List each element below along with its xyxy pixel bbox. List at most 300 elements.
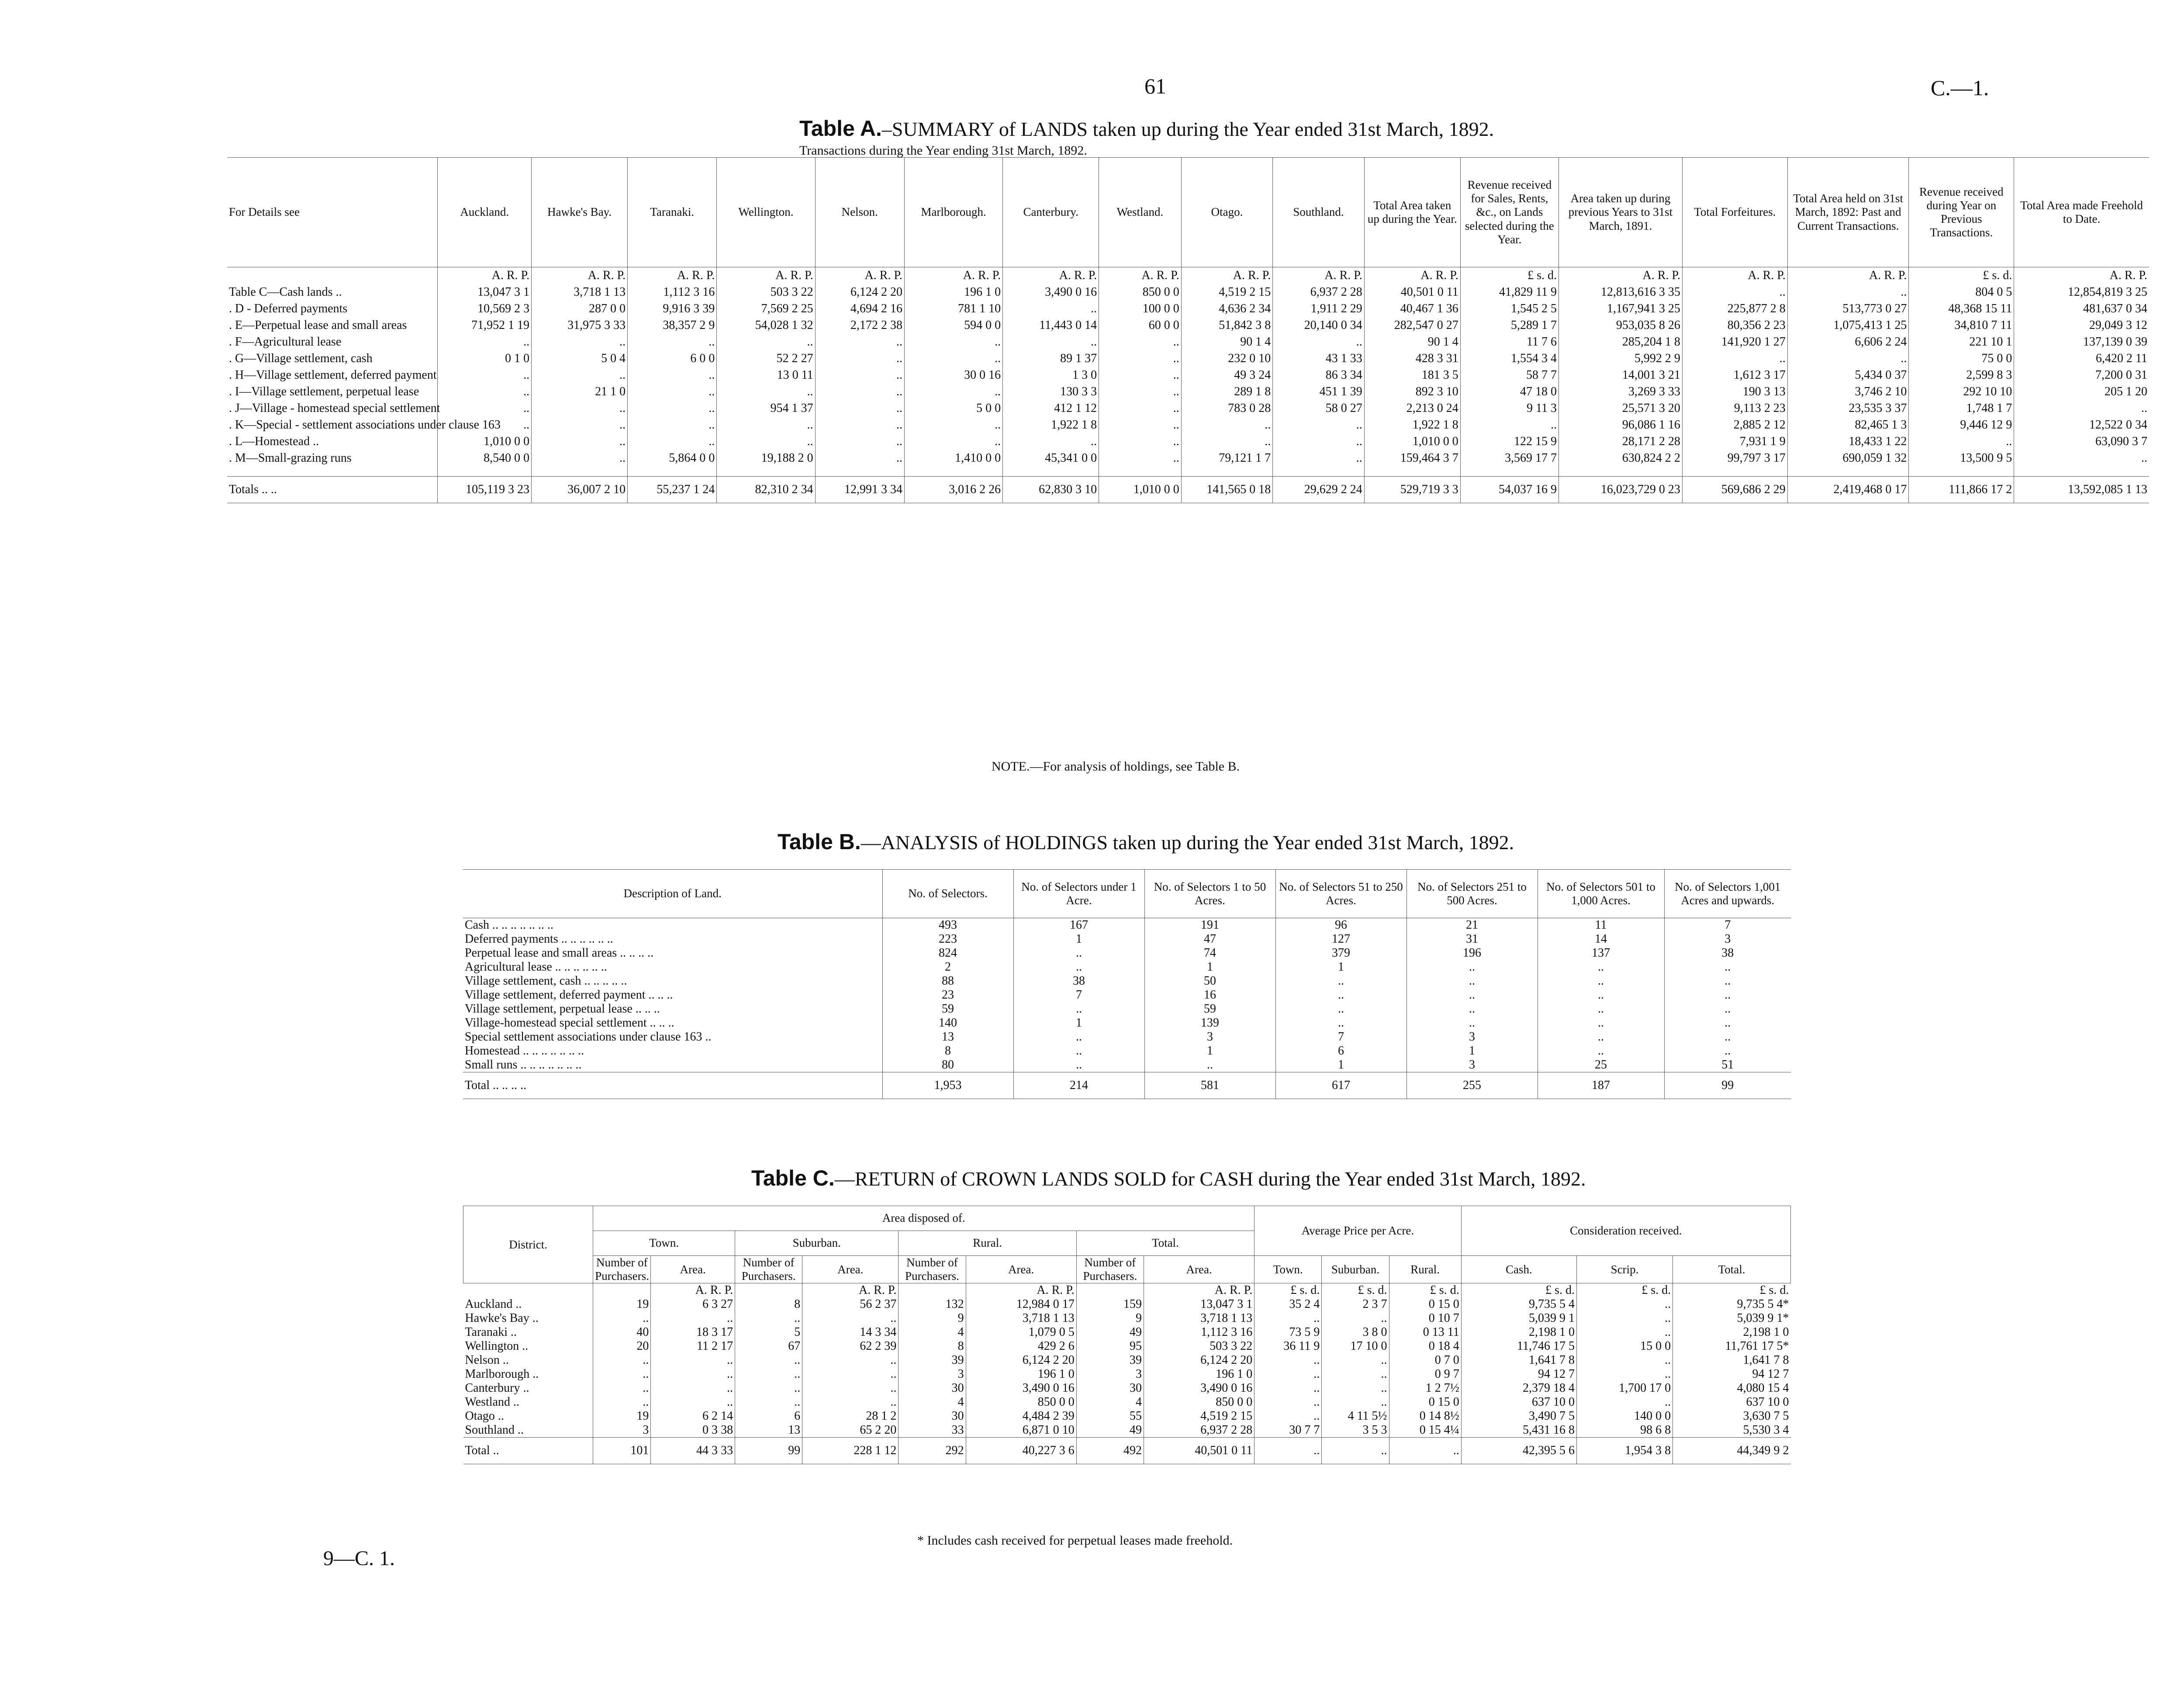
table-cell: 140 0 0 xyxy=(1576,1409,1673,1423)
table-cell: .. xyxy=(904,350,1002,367)
table-cell: 90 1 4 xyxy=(1364,334,1460,350)
table-cell: 2,885 2 12 xyxy=(1682,417,1787,433)
table-cell xyxy=(1076,1283,1144,1298)
table-row xyxy=(463,932,1791,946)
table-cell: . M—Small-grazing runs xyxy=(229,451,352,465)
table-cell: 3 8 0 xyxy=(1322,1325,1389,1339)
table-cell: .. xyxy=(1406,988,1538,1002)
table-cell: Deferred payments .. .. .. .. .. .. xyxy=(465,932,613,946)
table-c-consideration-header: Consideration received. xyxy=(1461,1206,1790,1256)
table-cell: .. xyxy=(532,417,628,433)
table-cell: 58 0 27 xyxy=(1273,400,1365,417)
table-cell: .. xyxy=(1013,1058,1144,1072)
table-cell: .. xyxy=(1538,988,1664,1002)
table-cell: 3 xyxy=(1406,1058,1538,1072)
table-cell: 62,830 3 10 xyxy=(1003,477,1099,503)
table-cell: 14 xyxy=(1538,932,1664,946)
table-cell: 7,569 2 25 xyxy=(717,301,815,317)
table-cell: 4 xyxy=(1076,1395,1144,1409)
table-cell: .. xyxy=(1013,960,1144,974)
table-cell: A. R. P. xyxy=(1273,267,1365,284)
table-cell: 493 xyxy=(882,918,1013,933)
table-cell: A. R. P. xyxy=(1364,267,1460,284)
table-cell: .. xyxy=(802,1311,898,1325)
table-cell: 6,124 2 20 xyxy=(966,1353,1076,1367)
table-cell: 38 xyxy=(1013,974,1144,988)
table-cell: Marlborough .. xyxy=(465,1367,539,1381)
table-row xyxy=(463,1381,1791,1395)
table-cell: .. xyxy=(1099,350,1182,367)
table-c-suburban-header: Suburban. xyxy=(735,1231,898,1256)
table-cell: 781 1 10 xyxy=(904,301,1002,317)
table-cell: A. R. P. xyxy=(532,267,628,284)
table-cell: .. xyxy=(593,1311,651,1325)
table-cell: 137,139 0 39 xyxy=(2014,334,2149,350)
table-cell: 0 15 0 xyxy=(1389,1395,1461,1409)
table-cell: .. xyxy=(651,1311,735,1325)
table-c-footnote: * Includes cash received for perpetual leases made freehold. xyxy=(917,1533,1233,1548)
table-cell: 3 xyxy=(1144,1030,1275,1044)
table-row xyxy=(463,1002,1791,1016)
spacer-cell xyxy=(532,467,628,477)
table-cell: 3 xyxy=(898,1367,966,1381)
table-cell: Southland .. xyxy=(465,1423,524,1437)
spacer-cell xyxy=(1099,467,1182,477)
table-cell: 43 1 33 xyxy=(1273,350,1365,367)
table-cell: 594 0 0 xyxy=(904,317,1002,334)
table-cell: 30 7 7 xyxy=(1254,1423,1322,1438)
table-cell: £ s. d. xyxy=(1389,1283,1461,1298)
table-cell: 6,606 2 24 xyxy=(1787,334,1909,350)
spacer-cell xyxy=(2014,467,2149,477)
table-cell: 5,039 9 1* xyxy=(1673,1311,1791,1325)
table-cell: .. xyxy=(1538,1044,1664,1058)
table-cell: .. xyxy=(628,367,717,384)
spacer-cell xyxy=(628,467,717,477)
table-cell: .. xyxy=(1003,334,1099,350)
column-header: Revenue received during Year on Previous Transactions. xyxy=(1909,158,2014,267)
table-cell: 2,198 1 0 xyxy=(1461,1325,1576,1339)
table-c-district-header: District. xyxy=(463,1206,593,1283)
table-row xyxy=(227,450,2149,467)
table-cell: 54,037 16 9 xyxy=(1460,477,1559,503)
spacer-cell xyxy=(438,467,532,477)
table-cell: .. xyxy=(1144,1058,1275,1072)
table-row xyxy=(227,284,2149,301)
table-cell: 20,140 0 34 xyxy=(1273,317,1365,334)
column-header: Area taken up during previous Years to 31st March, 1891. xyxy=(1559,158,1683,267)
table-c-avg-price-header: Average Price per Acre. xyxy=(1254,1206,1461,1256)
table-cell: 4,636 2 34 xyxy=(1181,301,1273,317)
table-cell: Table C—Cash lands .. xyxy=(229,285,342,299)
table-row xyxy=(227,433,2149,450)
table-cell: 2,213 0 24 xyxy=(1364,400,1460,417)
table-cell: 191 xyxy=(1144,918,1275,933)
table-a-subtitle: Transactions during the Year ending 31st March, 1892. xyxy=(799,143,1087,158)
column-header: Description of Land. xyxy=(463,870,882,918)
table-cell: 49 xyxy=(1076,1423,1144,1438)
table-cell: 18 3 17 xyxy=(651,1325,735,1339)
table-cell: 11,443 0 14 xyxy=(1003,317,1099,334)
table-cell: 503 3 22 xyxy=(1144,1339,1254,1353)
table-cell: Total .. .. .. .. xyxy=(463,1072,882,1099)
column-header: Wellington. xyxy=(717,158,815,267)
table-cell: 292 xyxy=(898,1438,966,1464)
table-cell: 65 2 20 xyxy=(802,1423,898,1438)
table-cell: 30 xyxy=(1076,1381,1144,1395)
table-cell: .. xyxy=(1576,1367,1673,1381)
table-c-title xyxy=(751,1165,1586,1191)
table-c-total-header: Total. xyxy=(1076,1231,1254,1256)
table-cell: .. xyxy=(532,367,628,384)
table-cell: 51,842 3 8 xyxy=(1181,317,1273,334)
table-cell: Village settlement, cash .. .. .. .. .. xyxy=(465,974,627,988)
table-cell: 637 10 0 xyxy=(1461,1395,1576,1409)
table-cell: .. xyxy=(593,1367,651,1381)
table-cell: 5,864 0 0 xyxy=(628,450,717,467)
table-cell: 31 xyxy=(1406,932,1538,946)
table-cell: 12,984 0 17 xyxy=(966,1297,1076,1311)
table-cell: .. xyxy=(1013,946,1144,960)
column-header: Auckland. xyxy=(438,158,532,267)
table-cell: .. xyxy=(1099,450,1182,467)
table-row xyxy=(463,988,1791,1002)
table-cell: 0 7 0 xyxy=(1389,1353,1461,1367)
table-a-title xyxy=(799,116,1494,141)
table-cell: .. xyxy=(1099,334,1182,350)
table-cell: 3,490 0 16 xyxy=(1003,284,1099,301)
totals-row xyxy=(227,477,2149,503)
table-cell: .. xyxy=(628,334,717,350)
table-cell: 0 13 11 xyxy=(1389,1325,1461,1339)
table-cell: 7,200 0 31 xyxy=(2014,367,2149,384)
table-cell: .. xyxy=(651,1367,735,1381)
table-cell: .. xyxy=(904,433,1002,450)
table-row xyxy=(463,960,1791,974)
table-cell: .. xyxy=(438,334,532,350)
table-cell: 6 3 27 xyxy=(651,1297,735,1311)
table-cell xyxy=(227,267,438,284)
table-cell: .. xyxy=(1013,1044,1144,1058)
table-cell: 80,356 2 23 xyxy=(1682,317,1787,334)
table-cell: .. xyxy=(532,400,628,417)
table-cell: .. xyxy=(1322,1353,1389,1367)
table-cell: . J—Village - homestead special settlement xyxy=(229,401,440,415)
table-cell: Nelson .. xyxy=(465,1353,509,1367)
table-cell: .. xyxy=(1254,1353,1322,1367)
table-cell: 630,824 2 2 xyxy=(1559,450,1683,467)
table-cell: . H—Village settlement, deferred payment xyxy=(229,368,437,382)
table-cell: 96,086 1 16 xyxy=(1559,417,1683,433)
table-cell: .. xyxy=(1181,433,1273,450)
table-cell: 30 xyxy=(898,1409,966,1423)
table-row xyxy=(463,918,1791,933)
table-cell: 850 0 0 xyxy=(1144,1395,1254,1409)
table-cell: 111,866 17 2 xyxy=(1909,477,2014,503)
table-cell: 10,569 2 3 xyxy=(438,301,532,317)
table-cell: 4,519 2 15 xyxy=(1181,284,1273,301)
table-c-title-bold: Table C. xyxy=(751,1166,835,1190)
table-row xyxy=(227,317,2149,334)
table-cell: Westland .. xyxy=(465,1395,519,1409)
table-cell: 132 xyxy=(898,1297,966,1311)
table-cell: 379 xyxy=(1275,946,1406,960)
table-cell: 1,953 xyxy=(882,1072,1013,1099)
column-header: Area. xyxy=(802,1256,898,1283)
table-cell: 892 3 10 xyxy=(1364,384,1460,400)
column-header: Total Area made Freehold to Date. xyxy=(2014,158,2149,267)
table-cell: 3 xyxy=(1076,1367,1144,1381)
totals-row xyxy=(463,1072,1791,1099)
table-cell: 3,746 2 10 xyxy=(1787,384,1909,400)
table-b-title xyxy=(778,829,1514,854)
table-cell: 67 xyxy=(735,1339,802,1353)
table-b xyxy=(463,869,1791,1099)
table-cell: 39 xyxy=(1076,1353,1144,1367)
table-cell: 48,368 15 11 xyxy=(1909,301,2014,317)
totals-row xyxy=(463,1438,1791,1464)
table-cell: .. xyxy=(1389,1438,1461,1464)
table-cell: .. xyxy=(1576,1353,1673,1367)
table-cell: 16,023,729 0 23 xyxy=(1559,477,1683,503)
table-cell: .. xyxy=(438,384,532,400)
table-cell: 2,419,468 0 17 xyxy=(1787,477,1909,503)
table-cell: . D - Deferred payments xyxy=(229,302,348,315)
table-cell: .. xyxy=(593,1395,651,1409)
table-cell: 6,124 2 20 xyxy=(1144,1353,1254,1367)
table-cell: .. xyxy=(815,400,904,417)
table-cell: 8 xyxy=(735,1297,802,1311)
table-cell: .. xyxy=(802,1367,898,1381)
column-header: Area. xyxy=(1144,1256,1254,1283)
table-cell: 3,016 2 26 xyxy=(904,477,1002,503)
table-cell: 13 0 11 xyxy=(717,367,815,384)
table-c xyxy=(463,1206,1791,1464)
table-cell: 9 xyxy=(1076,1311,1144,1325)
table-c-column-row xyxy=(463,1256,1791,1283)
spacer-cell xyxy=(815,467,904,477)
table-cell: .. xyxy=(593,1353,651,1367)
table-cell: 40,501 0 11 xyxy=(1364,284,1460,301)
table-cell: 59 xyxy=(1144,1002,1275,1016)
table-cell: 3 xyxy=(1406,1030,1538,1044)
table-c-rural-header: Rural. xyxy=(898,1231,1076,1256)
table-cell: 529,719 3 3 xyxy=(1364,477,1460,503)
table-cell: A. R. P. xyxy=(1682,267,1787,284)
table-cell: 0 10 7 xyxy=(1389,1311,1461,1325)
table-cell: 14,001 3 21 xyxy=(1559,367,1683,384)
table-cell: 6,420 2 11 xyxy=(2014,350,2149,367)
table-cell: 617 xyxy=(1275,1072,1406,1099)
table-cell: 2 3 7 xyxy=(1322,1297,1389,1311)
table-cell: 4,519 2 15 xyxy=(1144,1409,1254,1423)
table-row xyxy=(463,1423,1791,1438)
table-cell: 56 2 37 xyxy=(802,1297,898,1311)
table-cell: 783 0 28 xyxy=(1181,400,1273,417)
table-a-note: NOTE.—For analysis of holdings, see Table B. xyxy=(992,759,1240,774)
table-cell: 954 1 37 xyxy=(717,400,815,417)
table-cell: 13,047 3 1 xyxy=(1144,1297,1254,1311)
table-cell: 55,237 1 24 xyxy=(628,477,717,503)
table-cell: .. xyxy=(1406,1002,1538,1016)
table-cell: 73 5 9 xyxy=(1254,1325,1322,1339)
table-cell: 3 xyxy=(1664,932,1791,946)
table-cell: .. xyxy=(2014,450,2149,467)
table-cell: .. xyxy=(1576,1325,1673,1339)
column-header: Town. xyxy=(1254,1256,1322,1283)
table-cell: 196 1 0 xyxy=(1144,1367,1254,1381)
table-cell: 55 xyxy=(1076,1409,1144,1423)
column-header: Number of Purchasers. xyxy=(735,1256,802,1283)
table-cell: 12,991 3 34 xyxy=(815,477,904,503)
table-cell: 5,530 3 4 xyxy=(1673,1423,1791,1438)
table-cell: 1,410 0 0 xyxy=(904,450,1002,467)
table-cell: .. xyxy=(1538,960,1664,974)
table-cell: 7,931 1 9 xyxy=(1682,433,1787,450)
table-cell: .. xyxy=(1664,1030,1791,1044)
table-cell: £ s. d. xyxy=(1254,1283,1322,1298)
table-cell: Agricultural lease .. .. .. .. .. .. xyxy=(465,960,607,974)
table-cell: .. xyxy=(717,433,815,450)
table-cell: Village settlement, perpetual lease .. .. .. xyxy=(465,1002,660,1016)
table-cell: 20 xyxy=(593,1339,651,1353)
column-header: Total Area taken up during the Year. xyxy=(1364,158,1460,267)
table-cell: 8 xyxy=(898,1339,966,1353)
footer-reference: 9—C. 1. xyxy=(323,1547,395,1570)
table-cell: 71,952 1 19 xyxy=(438,317,532,334)
table-cell: 0 14 8½ xyxy=(1389,1409,1461,1423)
table-cell: 42,395 5 6 xyxy=(1461,1438,1576,1464)
table-cell: 29,049 3 12 xyxy=(2014,317,2149,334)
table-cell: 12,854,819 3 25 xyxy=(2014,284,2149,301)
table-cell: 105,119 3 23 xyxy=(438,477,532,503)
table-cell: 285,204 1 8 xyxy=(1559,334,1683,350)
table-cell: 122 15 9 xyxy=(1460,433,1559,450)
table-cell: Totals .. .. xyxy=(227,477,438,503)
table-cell: 99,797 3 17 xyxy=(1682,450,1787,467)
table-cell: 5,039 9 1 xyxy=(1461,1311,1576,1325)
table-cell: 36,007 2 10 xyxy=(532,477,628,503)
table-cell: 47 xyxy=(1144,932,1275,946)
spacer-cell xyxy=(1003,467,1099,477)
table-cell: A. R. P. xyxy=(1099,267,1182,284)
table-cell: 1 xyxy=(1275,960,1406,974)
table-a xyxy=(227,157,2149,503)
table-cell: 60 0 0 xyxy=(1099,317,1182,334)
spacer-cell xyxy=(1273,467,1365,477)
column-header: Rural. xyxy=(1389,1256,1461,1283)
column-header: Area. xyxy=(651,1256,735,1283)
table-row xyxy=(227,350,2149,367)
column-header: Otago. xyxy=(1181,158,1273,267)
table-cell: .. xyxy=(1099,400,1182,417)
table-cell: 1 xyxy=(1013,1016,1144,1030)
table-cell: 63,090 3 7 xyxy=(2014,433,2149,450)
table-cell: 1 xyxy=(1275,1058,1406,1072)
table-cell: .. xyxy=(593,1381,651,1395)
table-cell: 49 xyxy=(1076,1325,1144,1339)
table-cell: 5,434 0 37 xyxy=(1787,367,1909,384)
table-cell: 6 xyxy=(1275,1044,1406,1058)
table-cell: .. xyxy=(1013,1030,1144,1044)
table-cell: 19 xyxy=(593,1297,651,1311)
table-cell: 581 xyxy=(1144,1072,1275,1099)
table-cell: 8 xyxy=(882,1044,1013,1058)
column-header: Marlborough. xyxy=(904,158,1002,267)
table-cell: 1 xyxy=(1013,932,1144,946)
table-cell: 45,341 0 0 xyxy=(1003,450,1099,467)
spacer-cell xyxy=(227,467,438,477)
column-header: Total. xyxy=(1673,1256,1791,1283)
table-cell: .. xyxy=(735,1353,802,1367)
table-cell xyxy=(898,1283,966,1298)
table-cell: 428 3 31 xyxy=(1364,350,1460,367)
table-cell: .. xyxy=(628,384,717,400)
table-cell: 804 0 5 xyxy=(1909,284,2014,301)
table-cell: 13 xyxy=(882,1030,1013,1044)
table-cell: .. xyxy=(904,384,1002,400)
table-row xyxy=(463,1016,1791,1030)
table-cell: .. xyxy=(651,1395,735,1409)
table-cell: .. xyxy=(1254,1381,1322,1395)
table-cell: .. xyxy=(1099,417,1182,433)
table-row xyxy=(227,367,2149,384)
table-cell: 3,490 7 5 xyxy=(1461,1409,1576,1423)
table-row xyxy=(463,1367,1791,1381)
table-cell: £ s. d. xyxy=(1673,1283,1791,1298)
table-cell: 3,630 7 5 xyxy=(1673,1409,1791,1423)
table-cell: 9 11 3 xyxy=(1460,400,1559,417)
column-header: Revenue received for Sales, Rents, &c., on Lands selected during the Year. xyxy=(1460,158,1559,267)
table-cell: 1 3 0 xyxy=(1003,367,1099,384)
table-cell: 1,167,941 3 25 xyxy=(1559,301,1683,317)
column-header: No. of Selectors under 1 Acre. xyxy=(1013,870,1144,918)
table-cell: 5,289 1 7 xyxy=(1460,317,1559,334)
table-cell: 30 xyxy=(898,1381,966,1395)
table-cell: .. xyxy=(1254,1438,1322,1464)
table-cell: £ s. d. xyxy=(1322,1283,1389,1298)
table-cell: 25 xyxy=(1538,1058,1664,1072)
table-cell: 0 18 4 xyxy=(1389,1339,1461,1353)
table-cell: 40,501 0 11 xyxy=(1144,1438,1254,1464)
table-cell: Auckland .. xyxy=(465,1297,522,1311)
table-cell: 94 12 7 xyxy=(1461,1367,1576,1381)
table-cell: 1,748 1 7 xyxy=(1909,400,2014,417)
table-cell: .. xyxy=(1538,1030,1664,1044)
table-cell: 1,612 3 17 xyxy=(1682,367,1787,384)
table-cell: 96 xyxy=(1275,918,1406,933)
table-b-title-bold: Table B. xyxy=(778,830,861,854)
table-cell: 167 xyxy=(1013,918,1144,933)
table-cell: .. xyxy=(1576,1297,1673,1311)
table-cell: 6,937 2 28 xyxy=(1273,284,1365,301)
table-cell: .. xyxy=(628,417,717,433)
table-cell: 196 1 0 xyxy=(966,1367,1076,1381)
table-cell: 13 xyxy=(735,1423,802,1438)
column-header: Scrip. xyxy=(1576,1256,1673,1283)
table-cell: 13,500 9 5 xyxy=(1909,450,2014,467)
table-cell: 40,227 3 6 xyxy=(966,1438,1076,1464)
table-cell: .. xyxy=(717,417,815,433)
spacer-row xyxy=(227,467,2149,477)
table-cell: .. xyxy=(1275,1016,1406,1030)
table-cell: 19,188 2 0 xyxy=(717,450,815,467)
table-cell: .. xyxy=(628,433,717,450)
table-cell: 8,540 0 0 xyxy=(438,450,532,467)
table-cell: 28 1 2 xyxy=(802,1409,898,1423)
table-cell: 62 2 39 xyxy=(802,1339,898,1353)
unit-row xyxy=(463,1283,1791,1298)
